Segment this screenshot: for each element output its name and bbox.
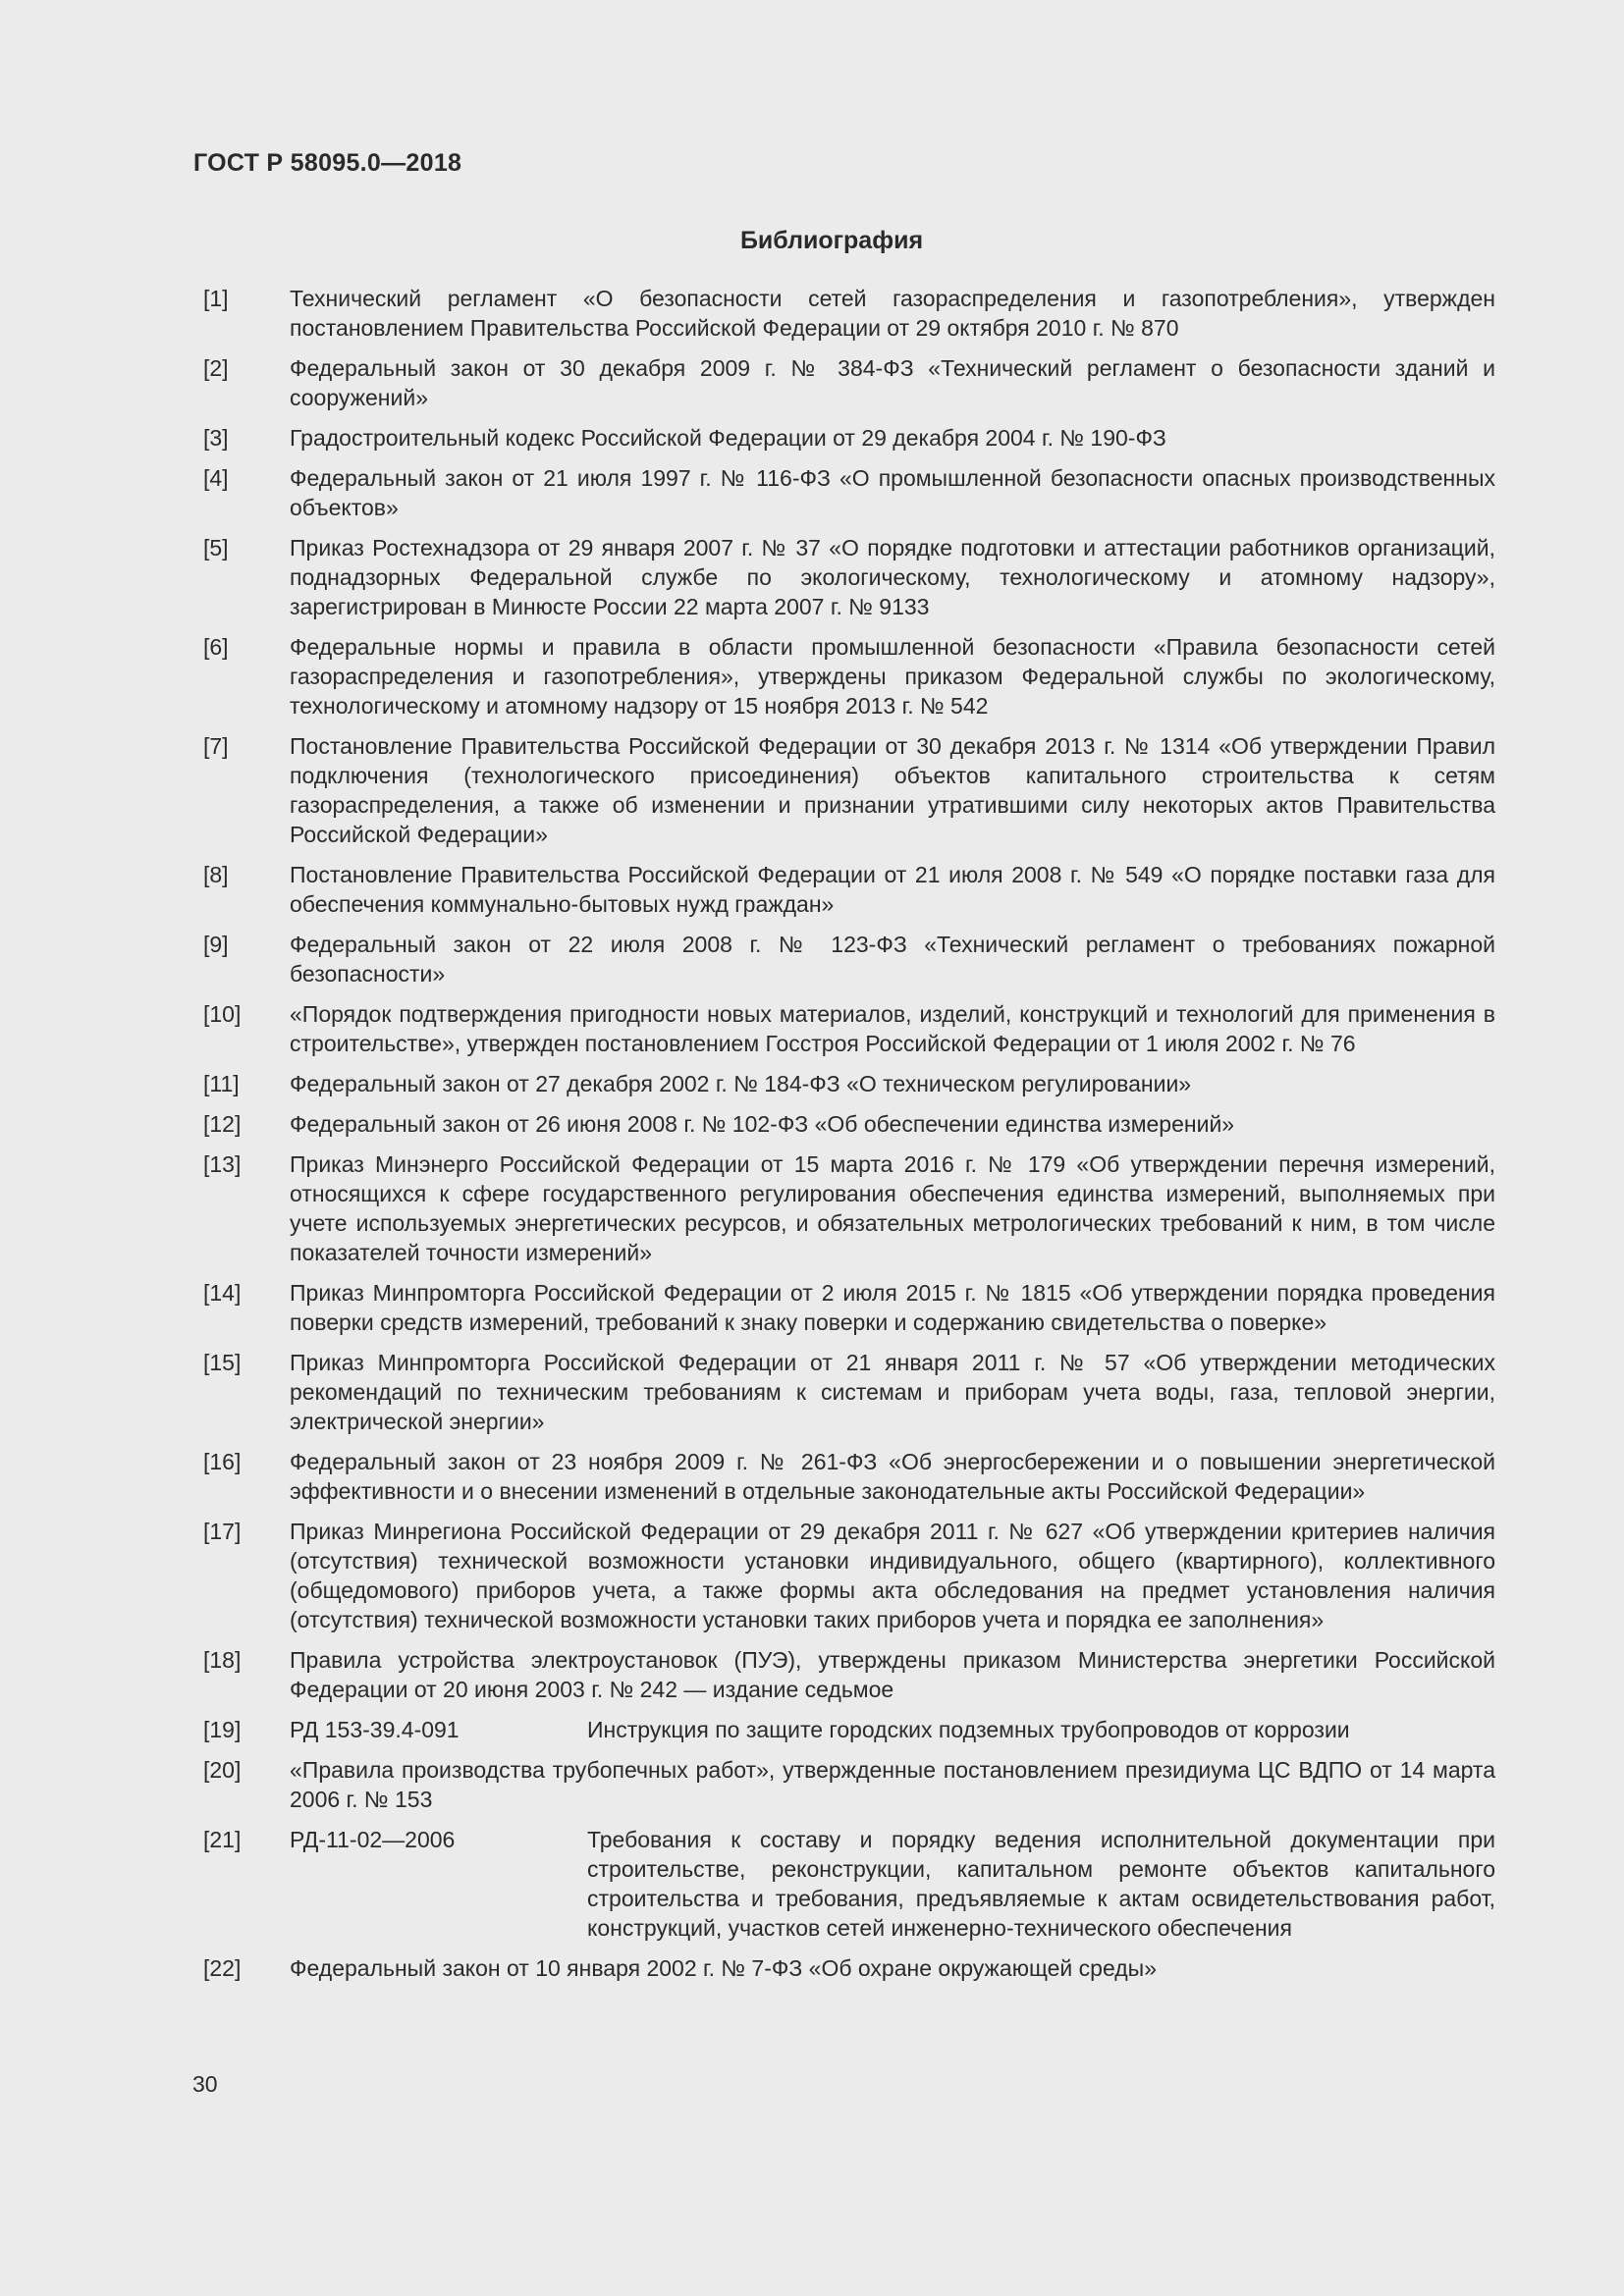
bibliography-entry [203,860,1495,919]
entry-text: Федеральный закон от 10 января 2002 г. № 7-ФЗ «Об охране окружающей среды» [290,1955,1157,1981]
entry-number: [7] [203,733,229,759]
entry-number: [1] [203,286,229,311]
bibliography-entry [203,930,1495,988]
entry-number: [12] [203,1111,242,1137]
entry-number: [14] [203,1280,242,1306]
document-code-header: ГОСТ Р 58095.0—2018 [193,149,462,177]
entry-number: [4] [203,465,229,491]
bibliography-entry [203,1715,1495,1744]
entry-text: Федеральный закон от 26 июня 2008 г. № 102-ФЗ «Об обеспечении единства измерений» [290,1111,1235,1137]
bibliography-entry [203,423,1495,453]
bibliography-entry [203,284,1495,343]
entry-document-code: РД 153-39.4-091 [290,1717,460,1742]
entry-text: Приказ Ростехнадзора от 29 января 2007 г. № 37 «О порядке подготовки и аттестации работников организаций, поднадзорных Федеральной службе по экологическому, технологическому и атомному надзору», зарегистрирован в Минюсте России 22 марта 2007 г. № 9133 [290,535,1495,619]
entry-number: [10] [203,1001,242,1027]
entry-text: Федеральные нормы и правила в области промышленной безопасности «Правила безопасности сетей газораспределения и газопотребления», утверждены приказом Федеральной службы по экологическому, технологическому и атомному надзору от 15 ноября 2013 г. № 542 [290,634,1495,719]
entry-text: Федеральный закон от 22 июля 2008 г. № 123-ФЗ «Технический регламент о требованиях пожарной безопасности» [290,932,1495,987]
entry-text: Приказ Минпромторга Российской Федерации от 2 июля 2015 г. № 1815 «Об утверждении порядка проведения поверки средств измерений, требований к знаку поверки и содержанию свидетельства о поверке» [290,1280,1495,1335]
entry-text: Приказ Минпромторга Российской Федерации от 21 января 2011 г. № 57 «Об утверждении методических рекомендаций по техническим требованиям к системам и приборам учета воды, газа, тепловой энергии, электрической энергии» [290,1350,1495,1434]
bibliography-entry [203,1149,1495,1267]
bibliography-entry [203,1953,1495,1983]
bibliography-entry [203,1109,1495,1139]
page-number: 30 [192,2071,218,2097]
bibliography-entry [203,353,1495,412]
entry-text: «Порядок подтверждения пригодности новых материалов, изделий, конструкций и технологий для применения в строительстве», утвержден постановлением Госстроя Российской Федерации от 1 июля 2002 г. № 76 [290,1001,1495,1056]
entry-text: Федеральный закон от 30 декабря 2009 г. № 384-ФЗ «Технический регламент о безопасности зданий и сооружений» [290,355,1495,410]
bibliography-entry [203,1645,1495,1704]
entry-text: Постановление Правительства Российской Федерации от 30 декабря 2013 г. № 1314 «Об утверждении Правил подключения (технологического присоединения) объектов капитального строительства к сетям газораспределения, а также об изменении и признании утратившими силу некоторых актов Правительства Российской Федерации» [290,733,1495,847]
entry-number: [8] [203,862,229,887]
entry-text: Постановление Правительства Российской Федерации от 21 июля 2008 г. № 549 «О порядке поставки газа для обеспечения коммунально-бытовых нужд граждан» [290,862,1495,917]
entry-text: Требования к составу и порядку ведения исполнительной документации при строительстве, реконструкции, капитальном ремонте объектов капитального строительства и требования, предъявляемые к актам освидетельствования работ, конструкций, участков сетей инженерно-технического обеспечения [587,1827,1495,1941]
entry-number: [11] [203,1071,240,1096]
section-title: Библиография [739,227,924,254]
entry-number: [18] [203,1647,242,1673]
entry-text: Градостроительный кодекс Российской Федерации от 29 декабря 2004 г. № 190-ФЗ [290,425,1166,451]
entry-number: [16] [203,1449,242,1474]
entry-text: Федеральный закон от 21 июля 1997 г. № 116-ФЗ «О промышленной безопасности опасных производственных объектов» [290,465,1495,520]
entry-number: [22] [203,1955,242,1981]
entry-text: Инструкция по защите городских подземных трубопроводов от коррозии [587,1717,1350,1742]
bibliography-entry [203,533,1495,621]
bibliography-entry [203,1755,1495,1814]
entry-document-code: РД-11-02—2006 [290,1827,456,1852]
bibliography-entry [203,1278,1495,1337]
entry-number: [9] [203,932,229,957]
entry-number: [13] [203,1151,242,1177]
entry-number: [2] [203,355,229,381]
entry-number: [6] [203,634,229,660]
entry-number: [20] [203,1757,242,1783]
bibliography-entry [203,999,1495,1058]
entry-text: Федеральный закон от 27 декабря 2002 г. № 184-ФЗ «О техническом регулировании» [290,1071,1192,1096]
entry-text: «Правила производства трубопечных работ», утвержденные постановлением президиума ЦС ВДПО от 14 марта 2006 г. № 153 [290,1757,1495,1812]
entry-number: [3] [203,425,229,451]
bibliography-entry [203,1825,1495,1943]
entry-number: [21] [203,1827,242,1852]
entry-text: Технический регламент «О безопасности сетей газораспределения и газопотребления», утвержден постановлением Правительства Российской Федерации от 29 октября 2010 г. № 870 [290,286,1495,341]
bibliography-list [203,284,1495,1994]
bibliography-entry [203,1348,1495,1436]
entry-text: Приказ Минэнерго Российской Федерации от 15 марта 2016 г. № 179 «Об утверждении перечня измерений, относящихся к сфере государственного регулирования обеспечения единства измерений, выполняемых при учете используемых энергетических ресурсов, и обязательных метрологических требований к ним, в том числе показателей точности измерений» [290,1151,1495,1265]
entry-text: Приказ Минрегиона Российской Федерации от 29 декабря 2011 г. № 627 «Об утверждении критериев наличия (отсутствия) технической возможности установки индивидуального, общего (квартирного), коллективного (общедомового) приборов учета, а также формы акта обследования на предмет установления наличия (отсутствия) технической возможности установки таких приборов учета и порядка ее заполнения» [290,1519,1495,1632]
entry-number: [17] [203,1519,242,1544]
bibliography-entry [203,1517,1495,1634]
bibliography-entry [203,1447,1495,1506]
entry-text: Федеральный закон от 23 ноября 2009 г. № 261-ФЗ «Об энергосбережении и о повышении энергетической эффективности и о внесении изменений в отдельные законодательные акты Российской Федерации» [290,1449,1495,1504]
bibliography-entry [203,1069,1495,1098]
bibliography-entry [203,463,1495,522]
bibliography-entry [203,632,1495,721]
entry-number: [19] [203,1717,242,1742]
entry-text: Правила устройства электроустановок (ПУЭ), утверждены приказом Министерства энергетики Российской Федерации от 20 июня 2003 г. № 242 — издание седьмое [290,1647,1495,1702]
entry-number: [15] [203,1350,242,1375]
bibliography-entry [203,731,1495,849]
entry-number: [5] [203,535,229,561]
